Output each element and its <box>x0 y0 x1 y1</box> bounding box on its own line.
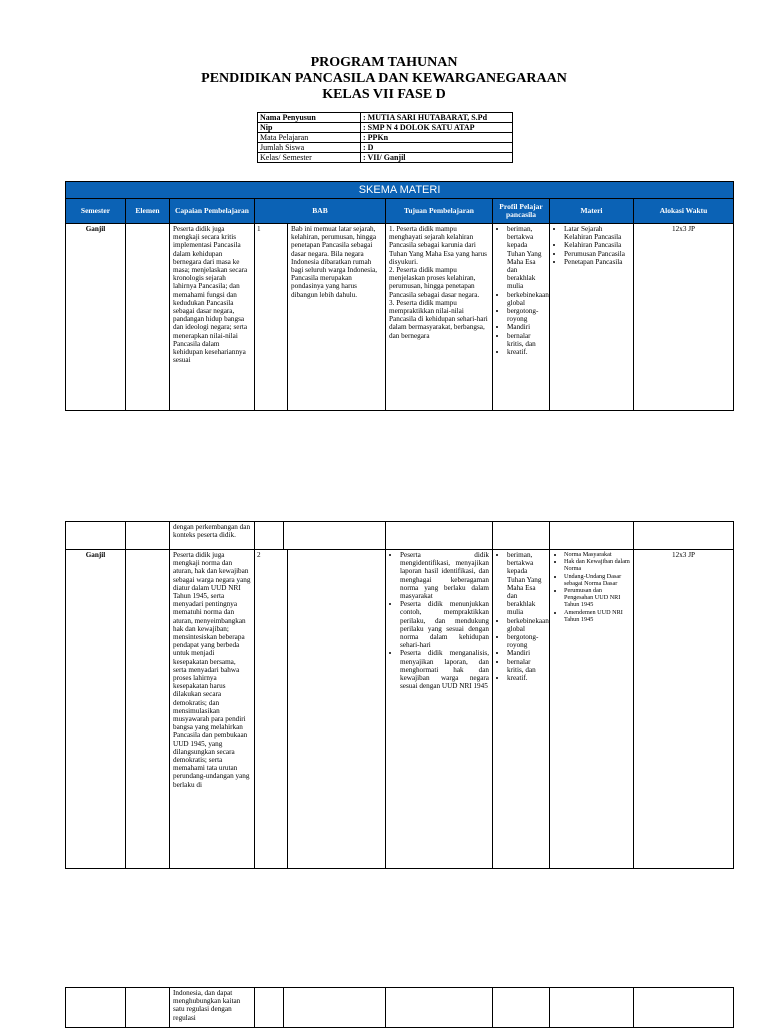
list-item: • berkebinekaan global <box>507 617 546 633</box>
alokasi-cell <box>634 522 734 550</box>
alokasi-cell: 12x3 JP <box>634 550 734 869</box>
materi-cell <box>550 224 634 411</box>
bab-description: Bab ini memuat latar sejarah, kelahiran, perumusan, hingga penetapan Pancasila sebagai dasar negara. Bila negara Indonesia dibaratkan rumah bagi seluruh warga Indonesia, Pancasila merupakan pondasinya yang harus dibangun lebih dahulu. <box>291 225 378 299</box>
tujuan-cell <box>386 988 493 1028</box>
col-header-alokasi: Alokasi Waktu <box>634 199 734 224</box>
list-item: • beriman, bertakwa kepada Tuhan Yang Maha Esa dan berakhlak mulia <box>507 551 546 617</box>
alokasi-cell: 12x3 JP <box>634 224 734 411</box>
materi-cell <box>550 988 634 1028</box>
list-item: • Penetapan Pancasila <box>564 258 630 266</box>
list-item: • bergotong-royong <box>507 307 546 323</box>
info-row <box>258 113 513 123</box>
profil-list <box>496 551 549 683</box>
list-item: • berkebinekaan global <box>507 291 546 307</box>
bab-cell <box>255 522 386 550</box>
profil-cell <box>493 522 550 550</box>
materi-cell <box>550 550 634 869</box>
info-value: : VII/ Ganjil <box>361 153 513 163</box>
profil-list <box>496 225 549 357</box>
info-value: : SMP N 4 DOLOK SATU ATAP <box>361 123 513 133</box>
info-value: : MUTIA SARI HUTABARAT, S.Pd <box>361 113 513 123</box>
table-row <box>66 224 734 411</box>
list-item: • Amendemen UUD NRI Tahun 1945 <box>564 609 630 623</box>
bab-number: 1 <box>255 224 288 410</box>
bab-cell <box>255 988 386 1028</box>
skema-table-page2 <box>65 521 734 869</box>
tujuan-cell <box>386 224 493 411</box>
list-item: • Kelahiran Pancasila <box>564 241 630 249</box>
elemen-cell <box>126 522 170 550</box>
bab-number: 2 <box>255 550 288 868</box>
info-row <box>258 153 513 163</box>
bab-cell <box>255 550 386 869</box>
info-label: Mata Pelajaran <box>258 133 361 143</box>
capaian-cell: Peserta didik juga mengkaji secara kritis implementasi Pancasila dalam kehidupan bernegara dari masa ke masa; menjelaskan secara kronologis sejarah lahirnya Pancasila; dan memahami fungsi dan kedudukan Pancasila sebagai dasar negara, pandangan hidup bangsa dan ideologi negara; serta menerapkan nilai-nilai Pancasila dalam kehidupan kesehariannya sesuai <box>170 224 255 411</box>
col-header-bab: BAB <box>255 199 386 224</box>
info-row <box>258 123 513 133</box>
list-item: • Mandiri <box>507 323 546 331</box>
profil-cell <box>493 988 550 1028</box>
semester-cell <box>66 522 126 550</box>
list-item: • Perumusan Pancasila <box>564 250 630 258</box>
list-item: • Peserta didik mengidentifikasi, menyajikan laporan hasil identifikasi, dan menghagai keberagaman norma yang berlaku dalam masyarakat <box>400 551 489 600</box>
col-header-elemen: Elemen <box>126 199 170 224</box>
semester-cell <box>66 988 126 1028</box>
info-label: Nip <box>258 123 361 133</box>
info-row <box>258 143 513 153</box>
skema-table-page1 <box>65 181 734 411</box>
info-label: Jumlah Siswa <box>258 143 361 153</box>
info-row <box>258 133 513 143</box>
semester-cell: Ganjil <box>66 224 126 411</box>
tujuan-cell <box>386 550 493 869</box>
elemen-cell <box>126 550 170 869</box>
list-item: • Perumusan dan Pengesahan UUD NRI Tahun 1945 <box>564 587 630 609</box>
profil-cell <box>493 224 550 411</box>
info-value: : PPKn <box>361 133 513 143</box>
identity-table <box>257 112 513 163</box>
tujuan-item: 2. Peserta didik mampu menjelaskan proses kelahiran, perumusan, hingga penetapan Pancasila sebagai dasar negara. <box>389 266 480 299</box>
list-item: • Norma Masyarakat <box>564 551 630 558</box>
list-item: • beriman, bertakwa kepada Tuhan Yang Maha Esa dan berakhlak mulia <box>507 225 546 291</box>
col-header-tujuan: Tujuan Pembelajaran <box>386 199 493 224</box>
info-label: Nama Penyusun <box>258 113 361 123</box>
page-title-line2: PENDIDIKAN PANCASILA DAN KEWARGANEGARAAN <box>201 71 567 86</box>
list-item: • Hak dan Kewajiban dalam Norma <box>564 558 630 572</box>
elemen-cell <box>126 988 170 1028</box>
materi-list <box>553 551 630 623</box>
info-label: Kelas/ Semester <box>258 153 361 163</box>
tujuan-list <box>389 551 489 690</box>
col-header-capaian: Capaian Pembelajaran <box>170 199 255 224</box>
capaian-cell: Indonesia, dan dapat menghubungkan kaitan satu regulasi dengan regulasi <box>170 988 255 1028</box>
skema-banner: SKEMA MATERI <box>66 182 734 199</box>
table-row <box>66 522 734 550</box>
list-item: • kreatif. <box>507 348 546 356</box>
tujuan-item: 1. Peserta didik mampu menghayati sejarah kelahiran Pancasila sebagai karunia dari Tuhan Yang Maha Esa yang harus disyukuri. <box>389 225 487 266</box>
tujuan-item: 3. Peserta didik mampu mempraktikkan nilai-nilai Pancasila di kehidupan sehari-hari dalam bermasyarakat, berbangsa, dan bernegara <box>389 298 488 340</box>
list-item: • Latar Sejarah Kelahiran Pancasila <box>564 225 630 241</box>
list-item: • Peserta didik menganalisis, menyajikan laporan, dan menghormati hak dan kewajiban warga negara sesuai dengan UUD NRI 1945 <box>400 649 489 690</box>
list-item: • Peserta didik menunjukkan contoh, mempraktikkan perilaku, dan mendukung perilaku yang sesuai dengan norma dalam kehidupan sehari-hari <box>400 600 489 649</box>
materi-list <box>553 225 630 266</box>
col-header-profil: Profil Pelajar pancasila <box>493 199 550 224</box>
list-item: • Mandiri <box>507 649 546 657</box>
alokasi-cell <box>634 988 734 1028</box>
list-item: • bergotong-royong <box>507 633 546 649</box>
capaian-cell: Peserta didik juga mengkaji norma dan aturan, hak dan kewajiban sebagai warga negara yang diatur dalam UUD NRI Tahun 1945, serta menyadari pentingnya mematuhi norma dan aturan, menyeimbangkan hak dan kewajiban; mensintesiskan beberapa pendapat yang berbeda untuk menjadi kesepakatan bersama, serta menyadari bahwa proses lahirnya kesepakatan harus dilakukan secara demokratis; dan mensimulasikan musyawarah para pendiri bangsa yang melahirkan Pancasila dan pembukaan UUD 1945, yang dilangsungkan secara demokratis; serta memahami tata urutan perundang-undangan yang berlaku di <box>170 550 255 869</box>
tujuan-cell <box>386 522 493 550</box>
col-header-semester: Semester <box>66 199 126 224</box>
list-item: • Undang-Undang Dasar sebagai Norma Dasar <box>564 573 630 587</box>
capaian-cell: dengan perkembangan dan konteks peserta didik. <box>170 522 255 550</box>
list-item: • bernalar kritis, dan <box>507 658 546 674</box>
list-item: • bernalar kritis, dan <box>507 332 546 348</box>
col-header-materi: Materi <box>550 199 634 224</box>
materi-cell <box>550 522 634 550</box>
profil-cell <box>493 550 550 869</box>
table-row <box>66 550 734 869</box>
skema-table-page3 <box>65 987 734 1028</box>
bab-cell <box>255 224 386 411</box>
list-item: • kreatif. <box>507 674 546 682</box>
info-value: : D <box>361 143 513 153</box>
page-title-line3: KELAS VII FASE D <box>322 87 446 102</box>
semester-cell: Ganjil <box>66 550 126 869</box>
elemen-cell <box>126 224 170 411</box>
page-title-line1: PROGRAM TAHUNAN <box>310 55 458 70</box>
table-row <box>66 988 734 1028</box>
